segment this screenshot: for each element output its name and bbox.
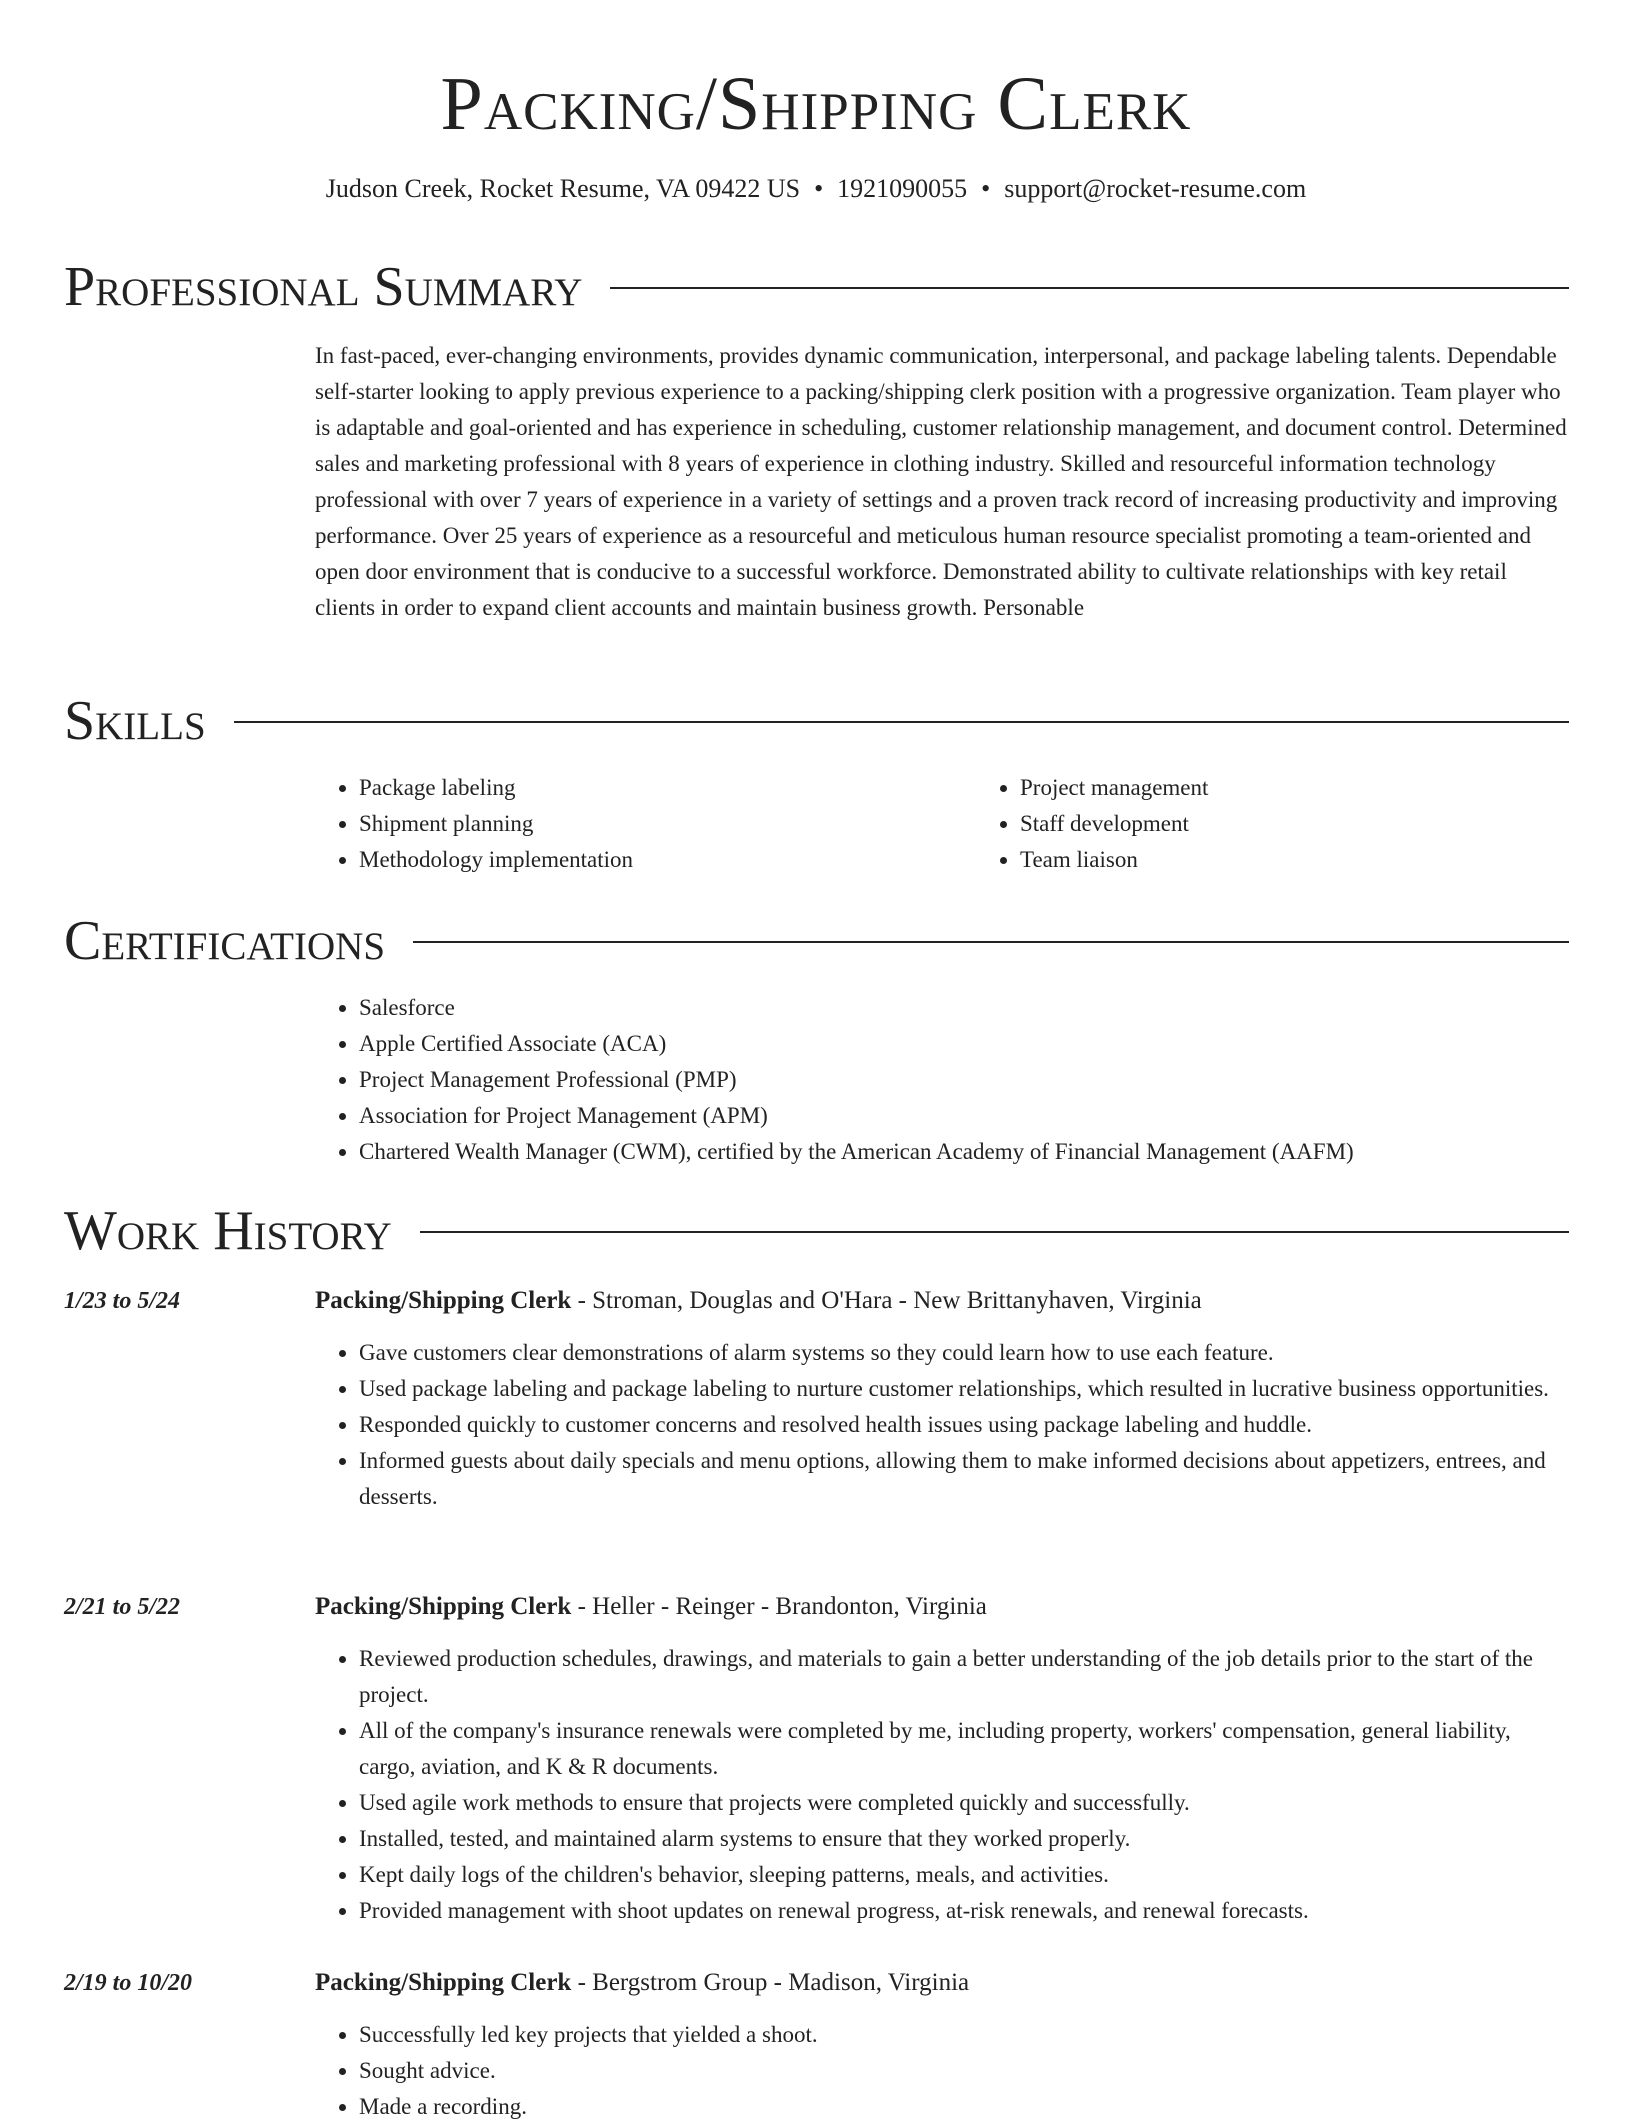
job-entry — [315, 1965, 1569, 2125]
certifications-block — [315, 990, 1569, 1170]
skills-section-heading — [64, 688, 1569, 754]
job-company-location: - Heller - Reinger - Brandonton, Virginia — [571, 1593, 987, 1620]
certification-item: • Salesforce — [359, 990, 1569, 1026]
summary-text: In fast-paced, ever-changing environments, provides dynamic communication, interpersonal, and package labeling talents. Dependable self-starter looking to apply previous experience to a packing/shipping clerk position with a progressive organization. Team player who is adaptable and goal-oriented and has experience in scheduling, customer relationship management, and document control. Determined sales and marketing professional with 8 years of experience in clothing industry. Skilled and resourceful information technology professional with over 7 years of experience in a variety of settings and a proven track record of increasing productivity and improving performance. Over 25 years of experience as a resourceful and meticulous human resource specialist promoting a team-oriented and open door environment that is conducive to a successful workforce. Demonstrated ability to cultivate relationships with key retail clients in order to expand client accounts and maintain business growth. Personable — [315, 343, 1567, 620]
job-heading — [315, 1283, 1569, 1319]
certification-item: • Chartered Wealth Manager (CWM), certified by the American Academy of Financial Management (AAFM) — [359, 1134, 1569, 1170]
job-bullet: • Kept daily logs of the children's behavior, sleeping patterns, meals, and activities. — [359, 1857, 1569, 1893]
job-entry — [315, 1589, 1569, 1929]
job-bullet: • Provided management with shoot updates on renewal progress, at-risk renewals, and renewal forecasts. — [359, 1893, 1569, 1929]
job-bullet: • Reviewed production schedules, drawings, and materials to gain a better understanding of the job details prior to the start of the project. — [359, 1641, 1569, 1713]
contact-separator: • — [981, 174, 991, 203]
job-dates: 2/21 to 5/22 — [64, 1594, 181, 1620]
job-title: Packing/Shipping Clerk — [315, 1593, 572, 1620]
job-bullet: • Successfully led key projects that yielded a shoot. — [359, 2017, 1569, 2053]
job-dates: 1/23 to 5/24 — [64, 1288, 181, 1314]
certifications-section-heading — [64, 908, 1569, 974]
skills-block — [315, 770, 1569, 878]
skills-right-list — [976, 770, 1569, 878]
job-bullet: • All of the company's insurance renewals were completed by me, including property, workers' compensation, general liability, cargo, aviation, and K & R documents. — [359, 1713, 1569, 1785]
contact-address: Judson Creek, Rocket Resume, VA 09422 US — [325, 174, 801, 203]
skill-item: • Team liaison — [1020, 842, 1569, 878]
job-bullet: • Installed, tested, and maintained alarm systems to ensure that they worked properly. — [359, 1821, 1569, 1857]
job-company-location: - Stroman, Douglas and O'Hara - New Brittanyhaven, Virginia — [571, 1287, 1202, 1314]
job-bullets — [315, 2017, 1569, 2125]
job-bullet: • Gave customers clear demonstrations of alarm systems so they could learn how to use each feature. — [359, 1335, 1569, 1371]
job-dates: 2/19 to 10/20 — [64, 1970, 193, 1996]
job-entry — [315, 1283, 1569, 1515]
skills-left-list — [315, 770, 976, 878]
job-title: Packing/Shipping Clerk — [315, 1969, 572, 1996]
skill-item: • Project management — [1020, 770, 1569, 806]
section-divider — [64, 721, 1569, 723]
certification-item: • Project Management Professional (PMP) — [359, 1062, 1569, 1098]
contact-line — [0, 172, 1632, 206]
summary-section-heading — [64, 254, 1569, 320]
job-heading — [315, 1965, 1569, 2001]
summary-block — [315, 338, 1569, 626]
contact-email: support@rocket-resume.com — [1004, 174, 1307, 203]
work-history-section-heading — [64, 1198, 1569, 1264]
resume-name: Packing/Shipping Clerk — [440, 62, 1192, 146]
certifications-list — [315, 990, 1569, 1170]
job-title: Packing/Shipping Clerk — [315, 1287, 572, 1314]
job-heading — [315, 1589, 1569, 1625]
job-bullet: • Used package labeling and package labeling to nurture customer relationships, which resulted in lucrative business opportunities. — [359, 1371, 1569, 1407]
section-title: Professional Summary — [64, 254, 610, 320]
job-bullet: • Sought advice. — [359, 2053, 1569, 2089]
job-bullet: • Responded quickly to customer concerns and resolved health issues using package labeling and huddle. — [359, 1407, 1569, 1443]
contact-separator: • — [814, 174, 824, 203]
section-title: Work History — [64, 1198, 420, 1264]
job-bullet: • Informed guests about daily specials and menu options, allowing them to make informed decisions about appetizers, entrees, and desserts. — [359, 1443, 1569, 1515]
skill-item: • Methodology implementation — [359, 842, 976, 878]
section-title: Skills — [64, 688, 234, 754]
skill-item: • Staff development — [1020, 806, 1569, 842]
job-bullets — [315, 1641, 1569, 1929]
section-title: Certifications — [64, 908, 413, 974]
job-bullet: • Used agile work methods to ensure that projects were completed quickly and successfully. — [359, 1785, 1569, 1821]
certification-item: • Apple Certified Associate (ACA) — [359, 1026, 1569, 1062]
job-bullets — [315, 1335, 1569, 1515]
skill-item: • Shipment planning — [359, 806, 976, 842]
skill-item: • Package labeling — [359, 770, 976, 806]
certification-item: • Association for Project Management (APM) — [359, 1098, 1569, 1134]
contact-phone: 1921090055 — [837, 174, 968, 203]
job-company-location: - Bergstrom Group - Madison, Virginia — [571, 1969, 970, 1996]
job-bullet: • Made a recording. — [359, 2089, 1569, 2125]
